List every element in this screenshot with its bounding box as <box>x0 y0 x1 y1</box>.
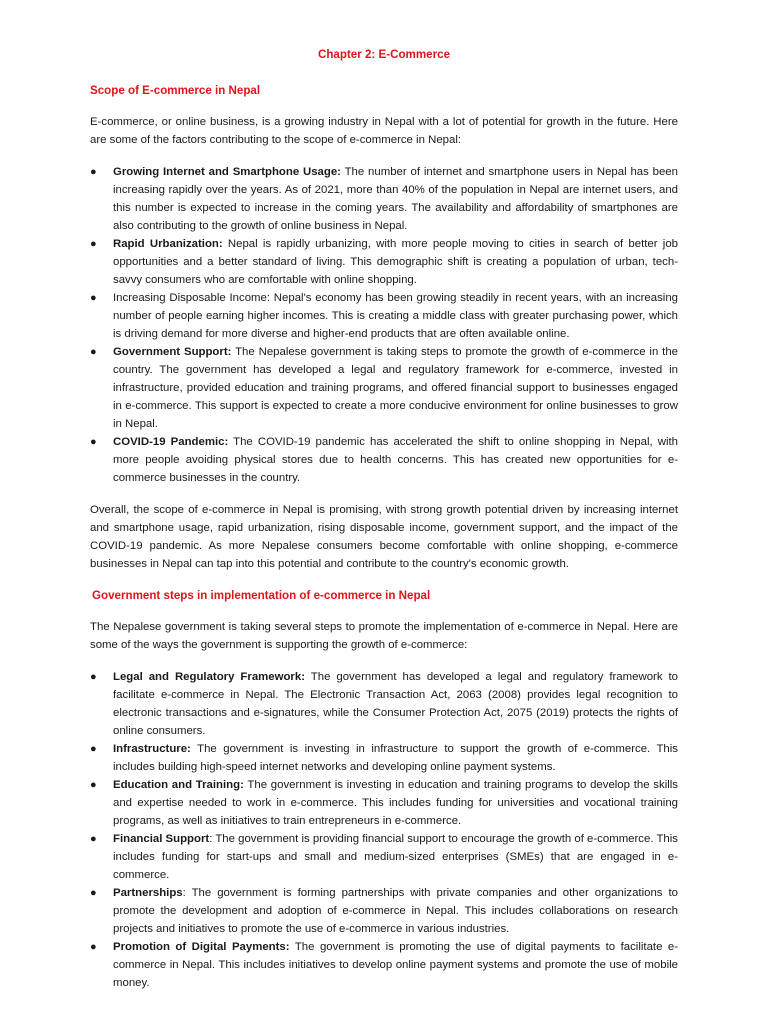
bullet-text: The government is investing in education and training programs to develop the skills and expertise needed to work in e-commerce. This includes funding for universities and vocational training programs, as well as initiatives to train entrepreneurs in e-commerce. <box>113 779 678 827</box>
list-item <box>90 235 678 289</box>
bullet-icon: ● <box>90 238 97 250</box>
bullet-icon: ● <box>90 436 97 448</box>
list-item <box>90 343 678 433</box>
bullet-term: Promotion of Digital Payments: <box>113 941 290 953</box>
scope-intro-paragraph: E-commerce, or online business, is a growing industry in Nepal with a lot of potential for growth in the future. Here are some of the factors contributing to the scope of e-commerce in Nepal: <box>90 116 678 146</box>
section-heading-scope: Scope of E-commerce in Nepal <box>90 84 261 97</box>
bullet-icon: ● <box>90 941 97 953</box>
list-item <box>90 433 678 487</box>
bullet-text: The government is investing in infrastructure to support the growth of e-commerce. This includes building high-speed internet networks and developing online payment systems. <box>113 743 678 773</box>
list-item <box>90 776 678 830</box>
bullet-text: : The government is providing financial support to encourage the growth of e-commerce. This includes funding for start-ups and small and medium-sized enterprises (SMEs) that are engaged in e-commerce. <box>113 833 678 881</box>
list-item <box>90 740 678 776</box>
list-item <box>90 289 678 343</box>
government-steps-list <box>90 668 678 992</box>
bullet-text: : The government is forming partnerships with private companies and other organizations to promote the development and adoption of e-commerce in Nepal. This includes collaborations on research projects and initiatives to promote the use of e-commerce in various industries. <box>113 887 678 935</box>
bullet-icon: ● <box>90 346 97 358</box>
scope-factors-list <box>90 163 678 487</box>
bullet-icon: ● <box>90 887 97 899</box>
scope-conclusion-paragraph: Overall, the scope of e-commerce in Nepal is promising, with strong growth potential driven by increasing internet and smartphone usage, rapid urbanization, rising disposable income, government support, and the impact of the COVID-19 pandemic. As more Nepalese consumers become comfortable with online shopping, e-commerce businesses in Nepal can tap into this potential and contribute to the country's economic growth. <box>90 504 678 570</box>
bullet-icon: ● <box>90 833 97 845</box>
bullet-text: The government has developed a legal and regulatory framework to facilitate e-commerce in Nepal. The Electronic Transaction Act, 2063 (2008) provides legal recognition to electronic transactions and e-signatures, while the Consumer Protection Act, 2075 (2019) protects the rights of online consumers. <box>113 671 678 737</box>
section-heading-government-steps: Government steps in implementation of e-commerce in Nepal <box>92 589 431 602</box>
government-intro-paragraph: The Nepalese government is taking several steps to promote the implementation of e-commerce in Nepal. Here are some of the ways the government is supporting the growth of e-commerce: <box>90 621 678 651</box>
bullet-term: Legal and Regulatory Framework: <box>113 671 305 683</box>
bullet-icon: ● <box>90 166 97 178</box>
bullet-term: Education and Training: <box>113 779 244 791</box>
bullet-term: COVID-19 Pandemic: <box>113 436 229 448</box>
list-item <box>90 884 678 938</box>
bullet-icon: ● <box>90 671 97 683</box>
bullet-term: Rapid Urbanization: <box>113 238 223 250</box>
list-item <box>90 668 678 740</box>
bullet-icon: ● <box>90 743 97 755</box>
bullet-text: Increasing Disposable Income: Nepal's economy has been growing steadily in recent years, with an increasing number of people earning higher incomes. This is creating a middle class with greater purchasing power, which is driving demand for more diverse and higher-end products that are often available online. <box>113 292 678 340</box>
list-item <box>90 830 678 884</box>
bullet-text: The COVID-19 pandemic has accelerated the shift to online shopping in Nepal, with more people avoiding physical stores due to health concerns. This has created new opportunities for e-commerce businesses in the country. <box>113 436 679 484</box>
bullet-term: Partnerships <box>113 887 183 899</box>
bullet-term: Financial Support <box>113 833 210 845</box>
bullet-text: The Nepalese government is taking steps to promote the growth of e-commerce in the country. The government has developed a legal and regulatory framework for e-commerce, invested in infrastructure, provided education and training programs, and offered financial support to businesses engaged in e-commerce. This support is expected to create a more conducive environment for online businesses to grow in Nepal. <box>113 346 678 430</box>
bullet-icon: ● <box>90 779 97 791</box>
bullet-icon: ● <box>90 292 97 304</box>
list-item <box>90 938 678 992</box>
bullet-term: Growing Internet and Smartphone Usage: <box>113 166 341 178</box>
bullet-term: Infrastructure: <box>113 743 191 755</box>
bullet-text: Nepal is rapidly urbanizing, with more people moving to cities in search of better job opportunities and a better standard of living. This demographic shift is creating a population of urban, tech-savvy consumers who are comfortable with online shopping. <box>113 238 679 286</box>
bullet-text: The number of internet and smartphone users in Nepal has been increasing rapidly over the years. As of 2021, more than 40% of the population in Nepal are internet users, and this number is expected to increase in the coming years. The availability and affordability of smartphones are also contributing to the growth of online business in Nepal. <box>113 166 678 232</box>
chapter-title: Chapter 2: E-Commerce <box>317 48 451 61</box>
list-item <box>90 163 678 235</box>
bullet-term: Government Support: <box>113 346 232 358</box>
bullet-text: The government is promoting the use of digital payments to facilitate e-commerce in Nepal. This includes initiatives to develop online payment systems and promote the use of mobile money. <box>113 941 679 989</box>
